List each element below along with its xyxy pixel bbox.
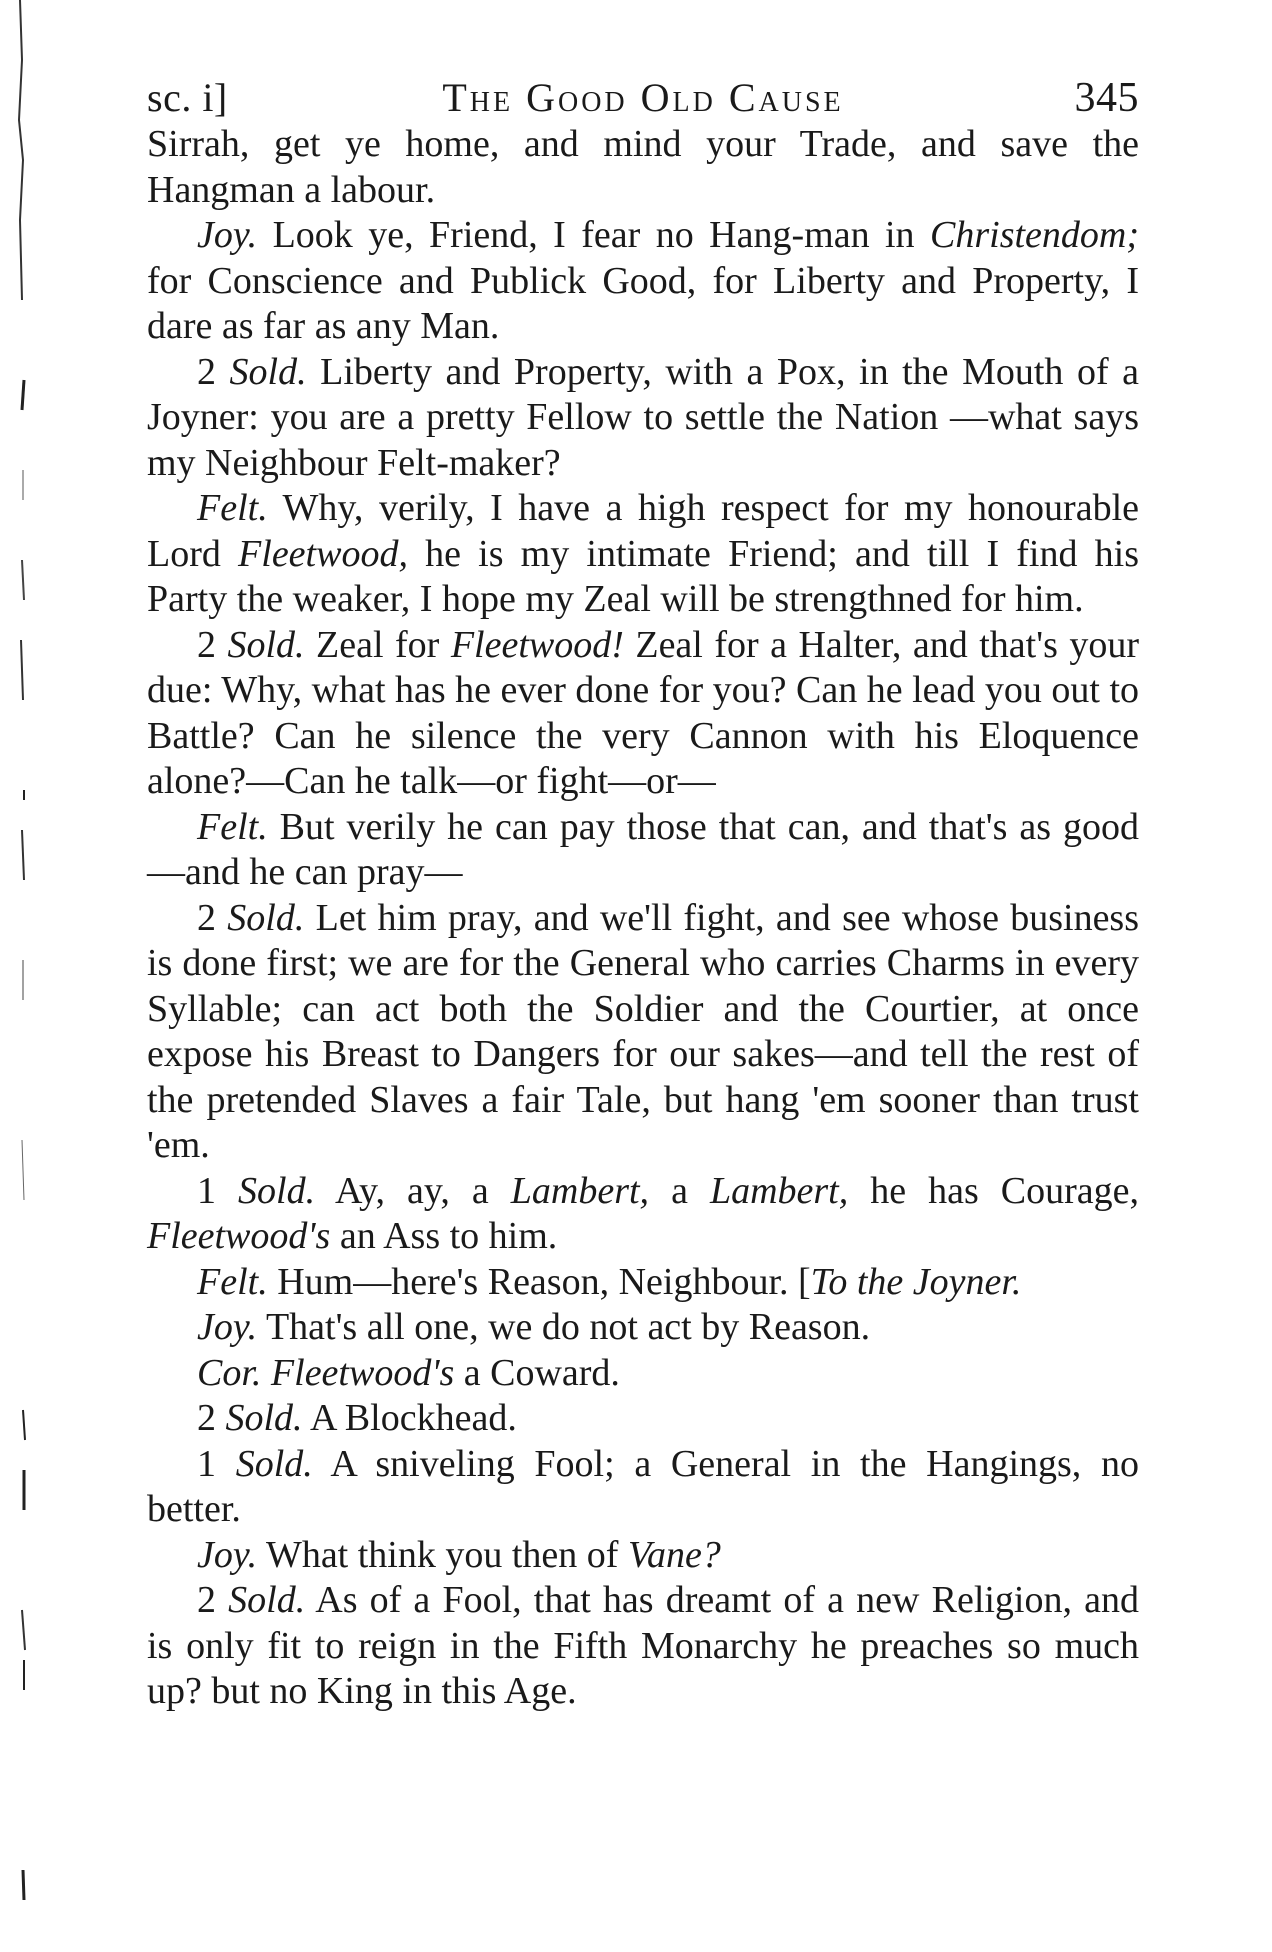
italic-text: Lambert, (709, 1169, 849, 1212)
italic-text: Sold. (238, 1169, 316, 1212)
text-run: A Blockhead. (302, 1397, 517, 1439)
text-run: an Ass to him. (330, 1215, 558, 1257)
play-text-body (147, 122, 1139, 1715)
text-run: a (649, 1169, 710, 1212)
text-run: Zeal for (304, 623, 451, 666)
dialogue-paragraph (147, 1169, 1139, 1260)
italic-text: Lambert, (510, 1169, 650, 1212)
italic-text: Sold. (227, 896, 305, 939)
text-run: 2 (197, 1397, 226, 1439)
text-run (261, 1352, 271, 1394)
italic-text: Cor. (197, 1351, 262, 1394)
italic-text: Sold. (235, 1442, 313, 1485)
italic-text: Felt. (197, 1260, 268, 1303)
italic-text: Felt. (197, 487, 268, 529)
italic-text: Joy. (197, 1533, 258, 1576)
text-run: a Coward. (454, 1351, 620, 1394)
text-run: Zeal for a Halter, and that's your due: Why, what has he ever done for you? Can he lead you out to Battle? Can he silence the very Cannon with his Eloquence alone?—Can he talk—or fight—or— (147, 623, 1139, 802)
dialogue-paragraph (147, 1260, 1139, 1306)
dialogue-paragraph (147, 1305, 1139, 1351)
text-run: But verily he can pay those that can, and that's as good—and he can pray— (147, 805, 1139, 893)
page-number: 345 (1074, 75, 1139, 121)
italic-text: To the Joyner. (810, 1260, 1022, 1303)
dialogue-paragraph (147, 1351, 1139, 1397)
text-run: 2 (197, 1579, 229, 1621)
italic-text: Sold. (225, 1397, 303, 1439)
text-run: Look ye, Friend, I fear no Hang-man in (257, 214, 930, 256)
italic-text: Fleetwood's (147, 1215, 331, 1257)
dialogue-paragraph (147, 805, 1139, 896)
dialogue-paragraph (147, 350, 1139, 487)
text-run: 1 (197, 1169, 239, 1212)
text-run: Ay, ay, a (315, 1169, 511, 1212)
dialogue-paragraph (147, 122, 1139, 213)
running-title: The Good Old Cause (442, 75, 844, 120)
dialogue-paragraph (147, 623, 1139, 805)
dialogue-paragraph (147, 1396, 1139, 1442)
running-header (147, 68, 1139, 128)
text-run: 2 (197, 623, 228, 666)
italic-text: Sold. (227, 623, 305, 666)
italic-text: Joy. (197, 1306, 258, 1348)
italic-text: Felt. (197, 805, 268, 848)
italic-text: Fleetwood! (450, 623, 624, 666)
text-run: That's all one, we do not act by Reason. (257, 1306, 871, 1348)
dialogue-paragraph (147, 1442, 1139, 1533)
text-run: A sniveling Fool; a General in the Hangings, no better. (147, 1442, 1139, 1530)
text-run: he is my intimate Friend; and till I find his Party the weaker, I hope my Zeal will be strengthned for him. (147, 532, 1139, 620)
italic-text: Fleetwood's (270, 1351, 455, 1394)
text-run: Liberty and Property, with a Pox, in the Mouth of a Joyner: you are a pretty Fellow to settle the Nation —what says my Neighbour Felt-maker? (147, 350, 1139, 484)
scene-marker: sc. i] (147, 75, 228, 120)
text-run: for Conscience and Publick Good, for Liberty and Property, I dare as far as any Man. (147, 259, 1139, 347)
text-run: 1 (197, 1442, 236, 1485)
dialogue-paragraph (147, 213, 1139, 350)
italic-text: Sold. (228, 1579, 306, 1621)
italic-text: Christendom; (930, 214, 1139, 256)
text-run: Hum—here's Reason, Neighbour. [ (267, 1260, 811, 1303)
text-run: 2 (197, 350, 230, 393)
text-run: he has Courage, (848, 1169, 1140, 1212)
dialogue-paragraph (147, 1578, 1139, 1715)
text-run: What think you then of (257, 1533, 628, 1576)
italic-text: Sold. (229, 350, 307, 393)
binding-edge-marks (0, 0, 40, 1952)
italic-text: Vane? (627, 1533, 721, 1576)
dialogue-paragraph (147, 1533, 1139, 1579)
italic-text: Joy. (197, 214, 258, 256)
italic-text: Fleetwood, (238, 532, 408, 575)
text-run: Let him pray, and we'll fight, and see whose business is done first; we are for the General who carries Charms in every Syllable; can act both the Soldier and the Courtier, at once expose his Breast to Dangers for our sakes—and tell the rest of the pretended Slaves a fair Tale, but hang 'em sooner than trust 'em. (147, 896, 1140, 1166)
text-run: Sirrah, get ye home, and mind your Trade, and save the Hangman a labour. (147, 123, 1139, 211)
text-run: As of a Fool, that has dreamt of a new Religion, and is only fit to reign in the Fifth Monarchy he preaches so much up? but no King in this Age. (147, 1579, 1139, 1712)
dialogue-paragraph (147, 896, 1139, 1169)
text-run: Why, verily, I have a high respect for my honourable Lord (147, 487, 1139, 575)
dialogue-paragraph (147, 486, 1139, 623)
text-run: 2 (197, 896, 228, 939)
